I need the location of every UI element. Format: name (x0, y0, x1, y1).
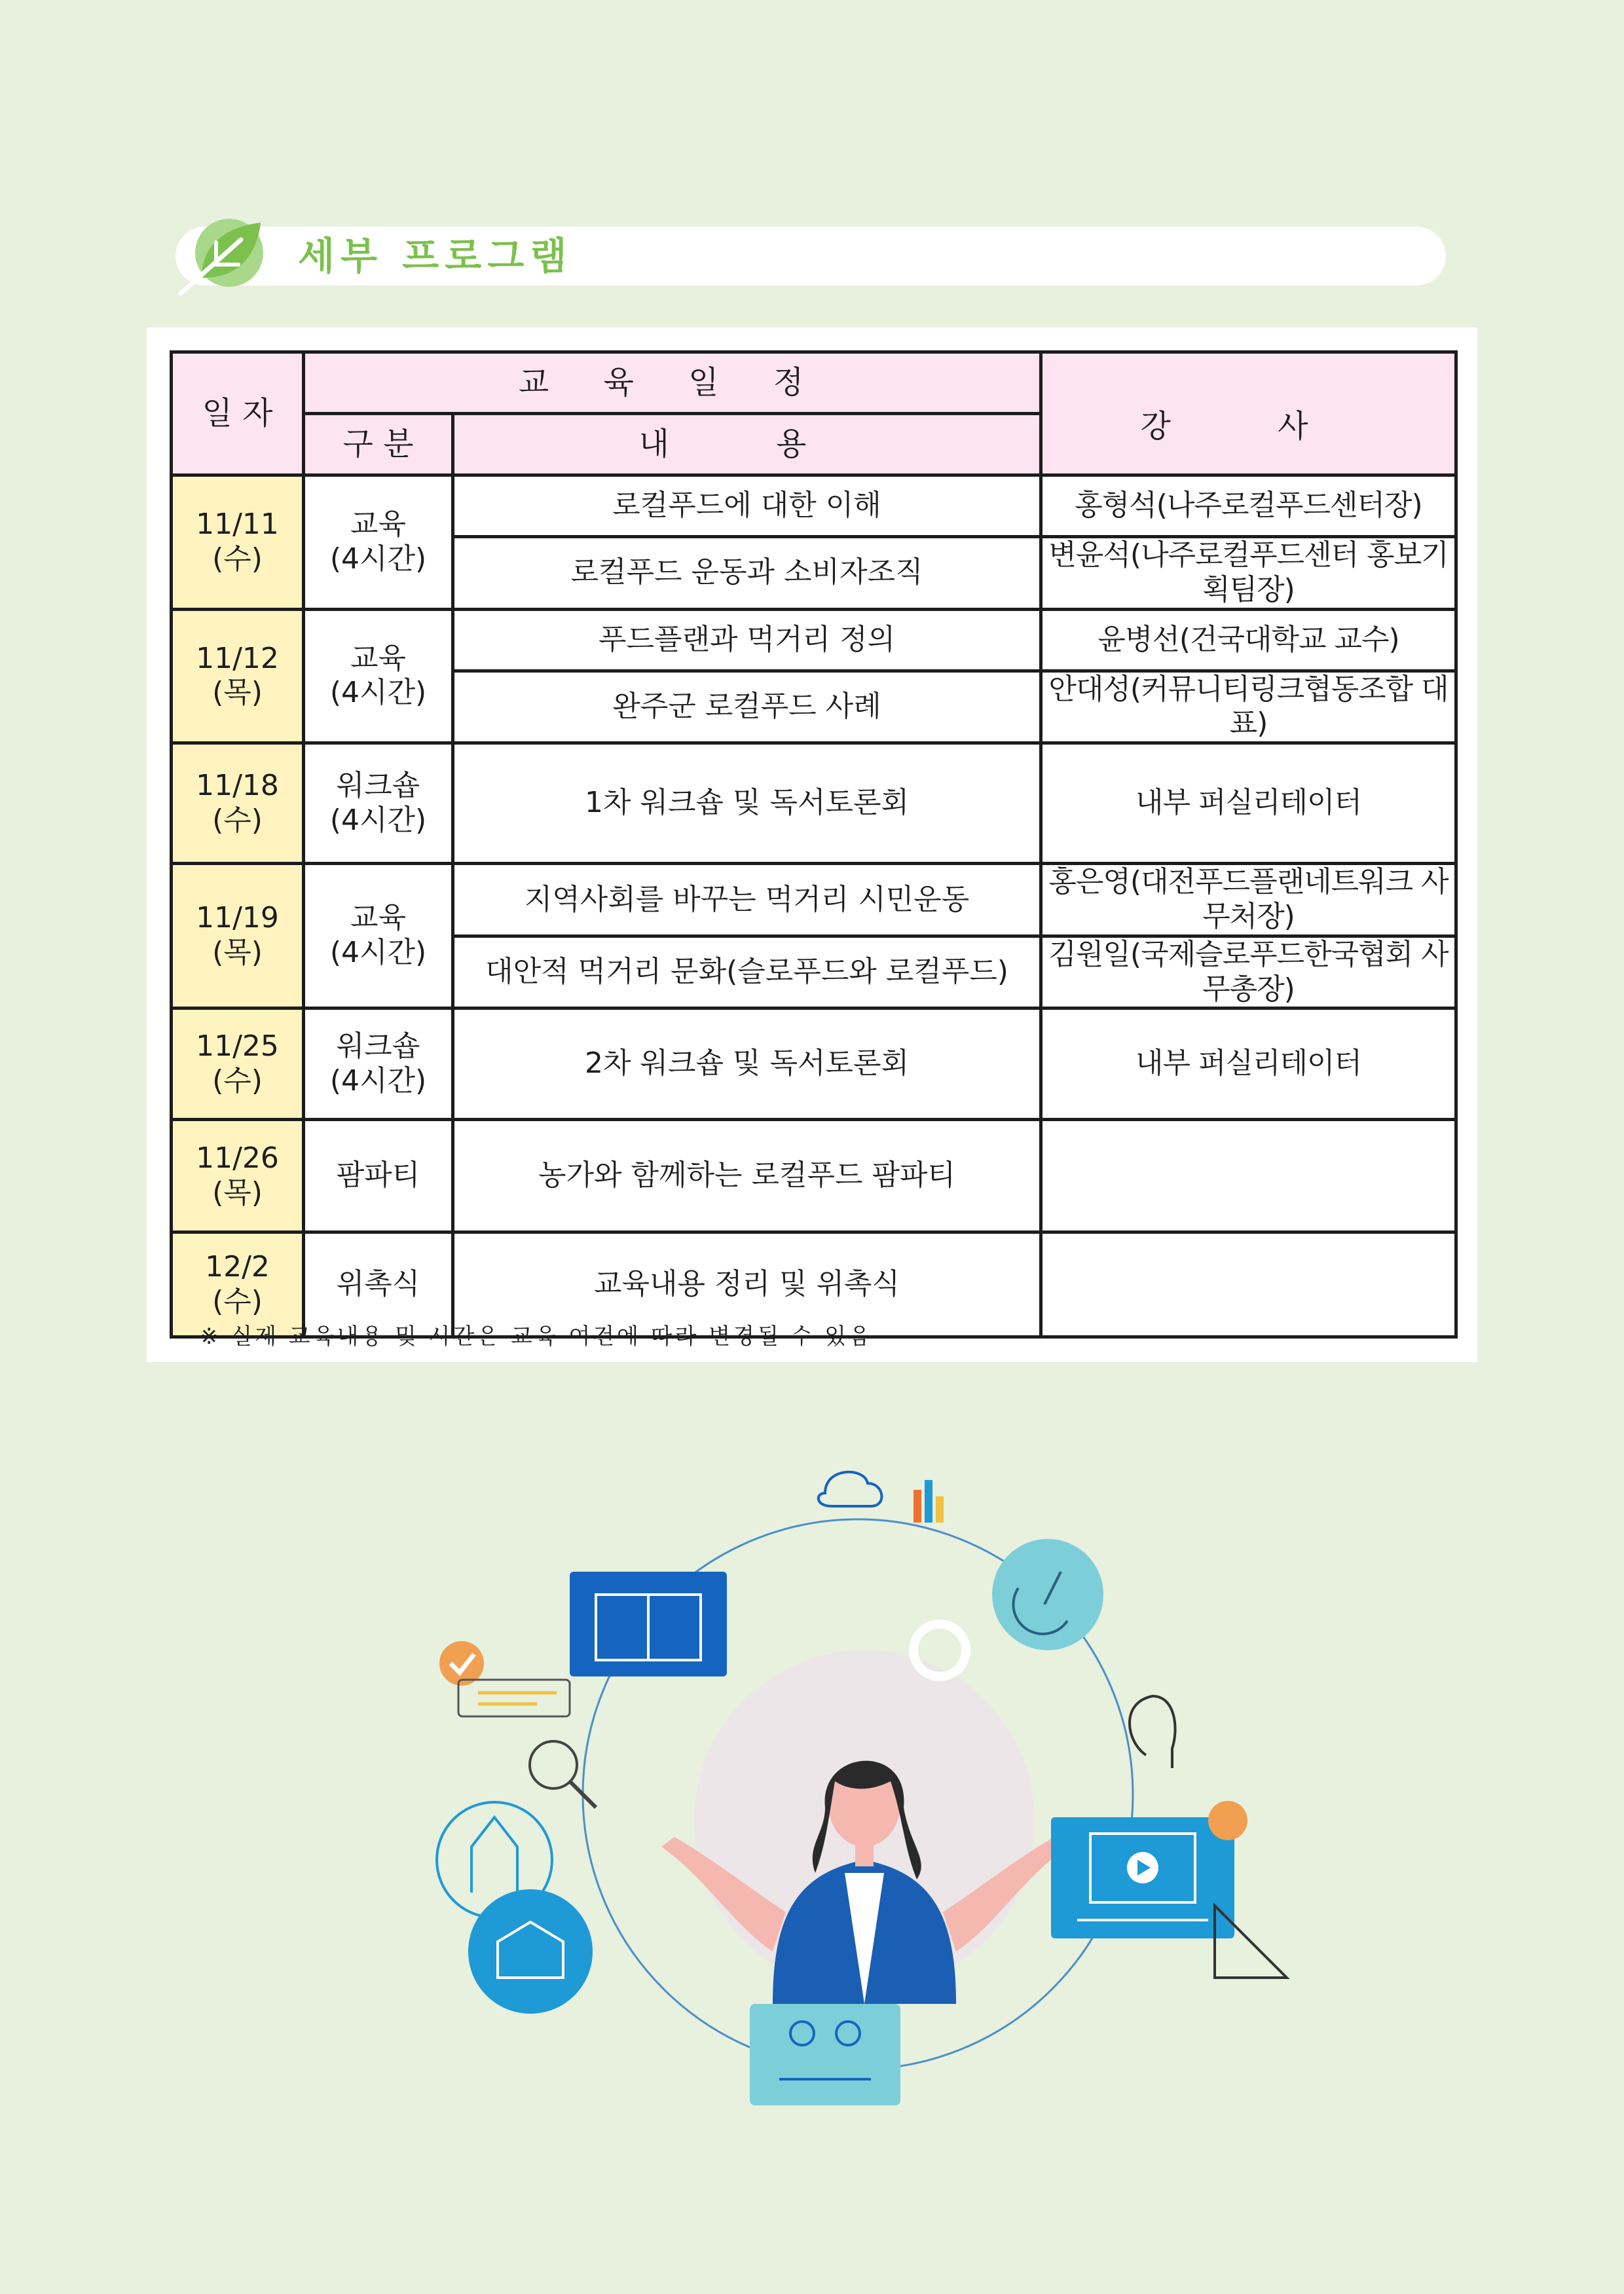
content-cell: 로컬푸드 운동과 소비자조직 (453, 537, 1041, 610)
cloud-network-icon (819, 1472, 882, 1506)
content-cell: 2차 워크숍 및 독서토론회 (453, 1008, 1041, 1120)
video-player-icon (1051, 1801, 1247, 1938)
satellite-icon (992, 1539, 1103, 1650)
category-cell: 워크숍 (4시간) (304, 743, 453, 864)
category-cell: 워크숍 (4시간) (304, 1008, 453, 1120)
leaf-icon (175, 213, 267, 299)
category-cell: 교육 (4시간) (304, 609, 453, 743)
pencil-icon (437, 1802, 552, 1917)
people-card-icon (750, 2004, 900, 2105)
education-illustration (406, 1454, 1310, 2122)
schedule-note: ※ 실제 교육내용 및 시간은 교육 여건에 따라 변경될 수 있음 (200, 1323, 873, 1350)
book-icon (570, 1572, 727, 1676)
content-cell: 로컬푸드에 대한 이해 (453, 475, 1041, 537)
header-date: 일 자 (172, 352, 304, 475)
content-cell: 교육내용 정리 및 위촉식 (453, 1232, 1041, 1337)
lecturer-cell (1041, 1232, 1456, 1337)
schedule-table (170, 350, 1458, 1339)
date-cell: 11/18 (수) (172, 743, 304, 864)
category-cell: 팜파티 (304, 1120, 453, 1232)
lecturer-cell (1041, 1120, 1456, 1232)
content-cell: 1차 워크숍 및 독서토론회 (453, 743, 1041, 864)
check-badge-icon (439, 1641, 570, 1716)
lecturer-cell: 홍은영(대전푸드플랜네트워크 사무처장) (1041, 864, 1456, 936)
school-icon (468, 1889, 593, 2014)
lecturer-cell: 윤병선(건국대학교 교수) (1041, 609, 1456, 671)
lecturer-cell: 홍형석(나주로컬푸드센터장) (1041, 475, 1456, 537)
lecturer-cell: 변윤석(나주로컬푸드센터 홍보기획팀장) (1041, 537, 1456, 610)
idea-head-icon (1130, 1696, 1175, 1768)
lecturer-cell: 내부 퍼실리테이터 (1041, 1008, 1456, 1120)
content-cell: 지역사회를 바꾸는 먹거리 시민운동 (453, 864, 1041, 936)
category-cell: 교육 (4시간) (304, 475, 453, 610)
content-cell: 푸드플랜과 먹거리 정의 (453, 609, 1041, 671)
date-cell: 11/12 (목) (172, 609, 304, 743)
content-cell: 대안적 먹거리 문화(슬로푸드와 로컬푸드) (453, 936, 1041, 1008)
date-cell: 11/11 (수) (172, 475, 304, 610)
set-square-icon (1215, 1906, 1287, 1978)
date-cell: 12/2 (수) (172, 1232, 304, 1337)
date-cell: 11/25 (수) (172, 1008, 304, 1120)
lecturer-cell: 안대성(커뮤니티링크협동조합 대표) (1041, 671, 1456, 743)
content-cell: 농가와 함께하는 로컬푸드 팜파티 (453, 1120, 1041, 1232)
lecturer-cell: 내부 퍼실리테이터 (1041, 743, 1456, 864)
header-schedule: 교 육 일 정 (304, 352, 1041, 414)
category-cell: 교육 (4시간) (304, 864, 453, 1008)
header-category: 구 분 (304, 414, 453, 475)
date-cell: 11/19 (목) (172, 864, 304, 1008)
header-lecturer: 강 사 (1041, 352, 1456, 475)
page-title: 세부 프로그램 (298, 234, 573, 278)
header-content: 내 용 (453, 414, 1041, 475)
lecturer-cell: 김원일(국제슬로푸드한국협회 사무총장) (1041, 936, 1456, 1008)
content-cell: 완주군 로컬푸드 사례 (453, 671, 1041, 743)
date-cell: 11/26 (목) (172, 1120, 304, 1232)
category-cell: 위촉식 (304, 1232, 453, 1337)
bar-chart-icon (913, 1480, 944, 1523)
